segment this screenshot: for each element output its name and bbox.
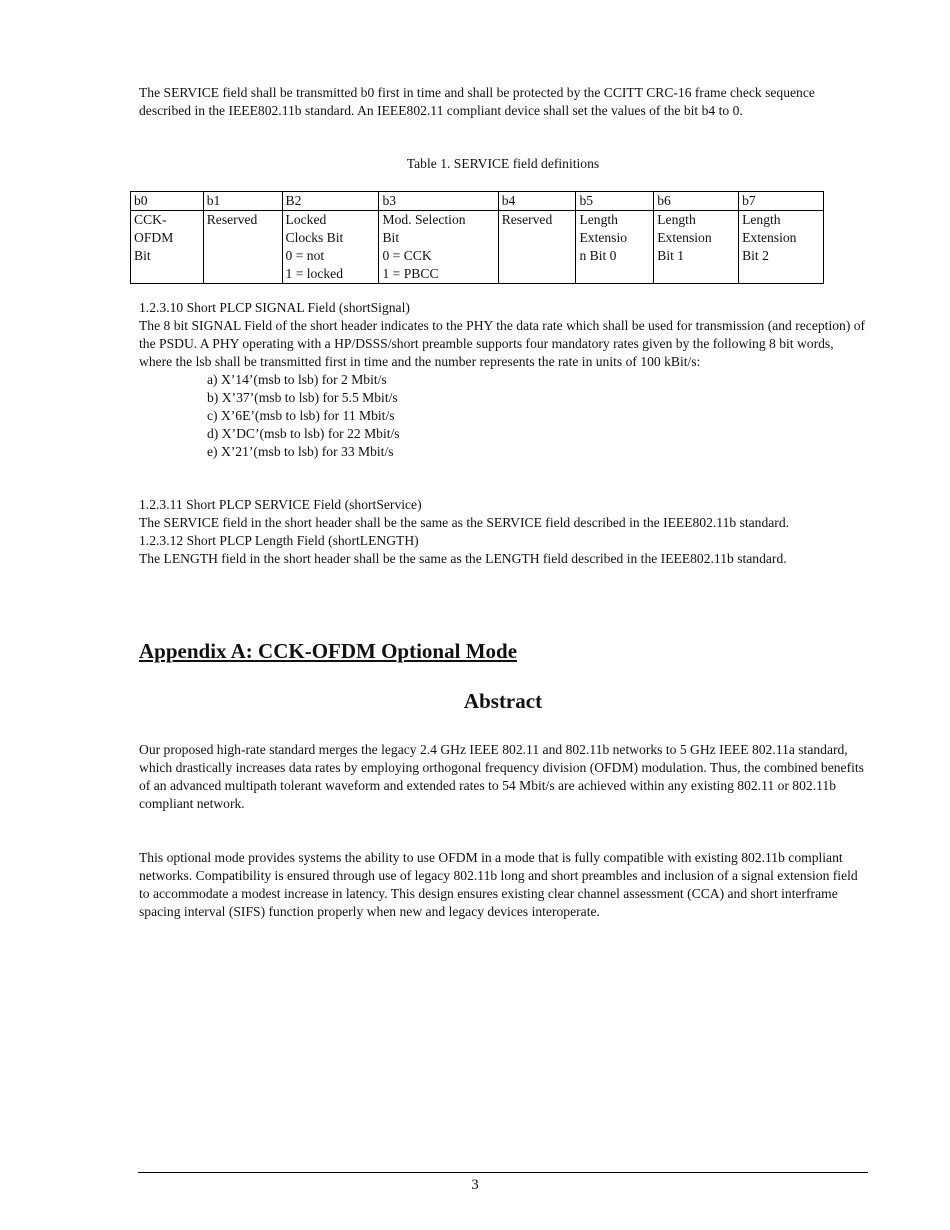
cell-line: Length [657, 212, 696, 227]
table-header-cell: b0 [131, 192, 204, 211]
table-row [131, 211, 824, 284]
table-header-cell: b5 [576, 192, 654, 211]
table-cell [203, 211, 282, 284]
list-item: c) X’6E’(msb to lsb) for 11 Mbit/s [207, 408, 395, 423]
cell-line: Extension [742, 230, 797, 245]
page-number: 3 [471, 1177, 479, 1193]
cell-line: 0 = not [285, 248, 325, 263]
section-body: The 8 bit SIGNAL Field of the short header indicates to the PHY the data rate which shall be used for transmission (and reception) of the PSDU. A PHY operating with a HP/DSSS/short preamble supports four mandatory rates given by the following 8 bit words, where the lsb shall be transmitted first in time and the number represents the rate in units of 100 kBit/s: [139, 318, 866, 369]
section-heading: 1.2.3.12 Short PLCP Length Field (shortLENGTH) [139, 533, 419, 548]
list-item: a) X’14’(msb to lsb) for 2 Mbit/s [207, 372, 387, 387]
table-header-cell: b1 [203, 192, 282, 211]
cell-line: Length [579, 212, 618, 227]
cell-line: Mod. Selection [382, 212, 466, 227]
table-cell [379, 211, 498, 284]
intro-paragraph: The SERVICE field shall be transmitted b0 first in time and shall be protected by the CCITT CRC-16 frame check sequence described in the IEEE802.11b standard. An IEEE802.11 compliant device shall set the values of the bit b4 to 0. [139, 85, 815, 118]
table-cell [282, 211, 379, 284]
cell-line: OFDM [134, 230, 174, 245]
cell-line: Extensio [579, 230, 628, 245]
table-cell [739, 211, 824, 284]
table-header-cell: b4 [498, 192, 576, 211]
section-heading: 1.2.3.11 Short PLCP SERVICE Field (shortService) [139, 497, 422, 512]
cell-line: Bit 2 [742, 248, 769, 263]
table-cell [131, 211, 204, 284]
table-header-cell: b6 [654, 192, 739, 211]
cell-line: Bit 1 [657, 248, 685, 263]
abstract-paragraph: Our proposed high-rate standard merges the legacy 2.4 GHz IEEE 802.11 and 802.11b networks to 5 GHz IEEE 802.11a standard, which drastically increases data rates by employing orthogonal frequency division (OFDM) modulation. Thus, the combined benefits of an advanced multipath tolerant waveform and extended rates to 54 Mbit/s are achieved within any existing 802.11 or 802.11b compliant network. [139, 742, 864, 811]
table-cell [654, 211, 739, 284]
cell-line: 1 = PBCC [382, 266, 439, 281]
cell-line: Length [742, 212, 781, 227]
table-header-row [131, 192, 824, 211]
table-header-cell: b3 [379, 192, 498, 211]
short-signal-section [139, 299, 867, 461]
table-header-cell: b7 [739, 192, 824, 211]
cell-line: Bit [382, 230, 400, 245]
table-cell [576, 211, 654, 284]
short-service-length-section [139, 496, 867, 568]
optional-mode-paragraph: This optional mode provides systems the ability to use OFDM in a mode that is fully compatible with existing 802.11b compliant networks. Compatibility is ensured through use of legacy 802.11b long and short preambles and inclusion of a signal extension field to accommodate a modest increase in latency. This design ensures existing clear channel assessment (CCA) and short interframe spacing interval (SIFS) function properly when new and legacy devices interoperate. [139, 850, 858, 919]
rate-list [139, 371, 867, 461]
cell-line: 1 = locked [285, 266, 344, 281]
table-cell [498, 211, 576, 284]
cell-line: Reserved [501, 212, 553, 227]
abstract-heading: Abstract [463, 689, 543, 713]
service-field-table [130, 191, 824, 284]
footer-rule [138, 1172, 868, 1173]
cell-line: Locked [285, 212, 327, 227]
list-item: b) X’37’(msb to lsb) for 5.5 Mbit/s [207, 390, 398, 405]
cell-line: Extension [657, 230, 712, 245]
cell-line: Bit [134, 248, 151, 263]
cell-line: Reserved [206, 212, 258, 227]
list-item: d) X’DC’(msb to lsb) for 22 Mbit/s [207, 426, 400, 441]
table-header-cell: B2 [282, 192, 379, 211]
cell-line: 0 = CCK [382, 248, 432, 263]
section-heading: 1.2.3.10 Short PLCP SIGNAL Field (shortSignal) [139, 300, 410, 315]
appendix-title: Appendix A: CCK-OFDM Optional Mode [139, 639, 518, 663]
table-caption: Table 1. SERVICE field definitions [406, 156, 600, 171]
cell-line: CCK- [134, 212, 167, 227]
cell-line: Clocks Bit [285, 230, 344, 245]
list-item: e) X’21’(msb to lsb) for 33 Mbit/s [207, 444, 394, 459]
section-body: The LENGTH field in the short header shall be the same as the LENGTH field described in the IEEE802.11b standard. [139, 551, 787, 566]
cell-line: n Bit 0 [579, 248, 617, 263]
section-body: The SERVICE field in the short header shall be the same as the SERVICE field described in the IEEE802.11b standard. [139, 515, 790, 530]
